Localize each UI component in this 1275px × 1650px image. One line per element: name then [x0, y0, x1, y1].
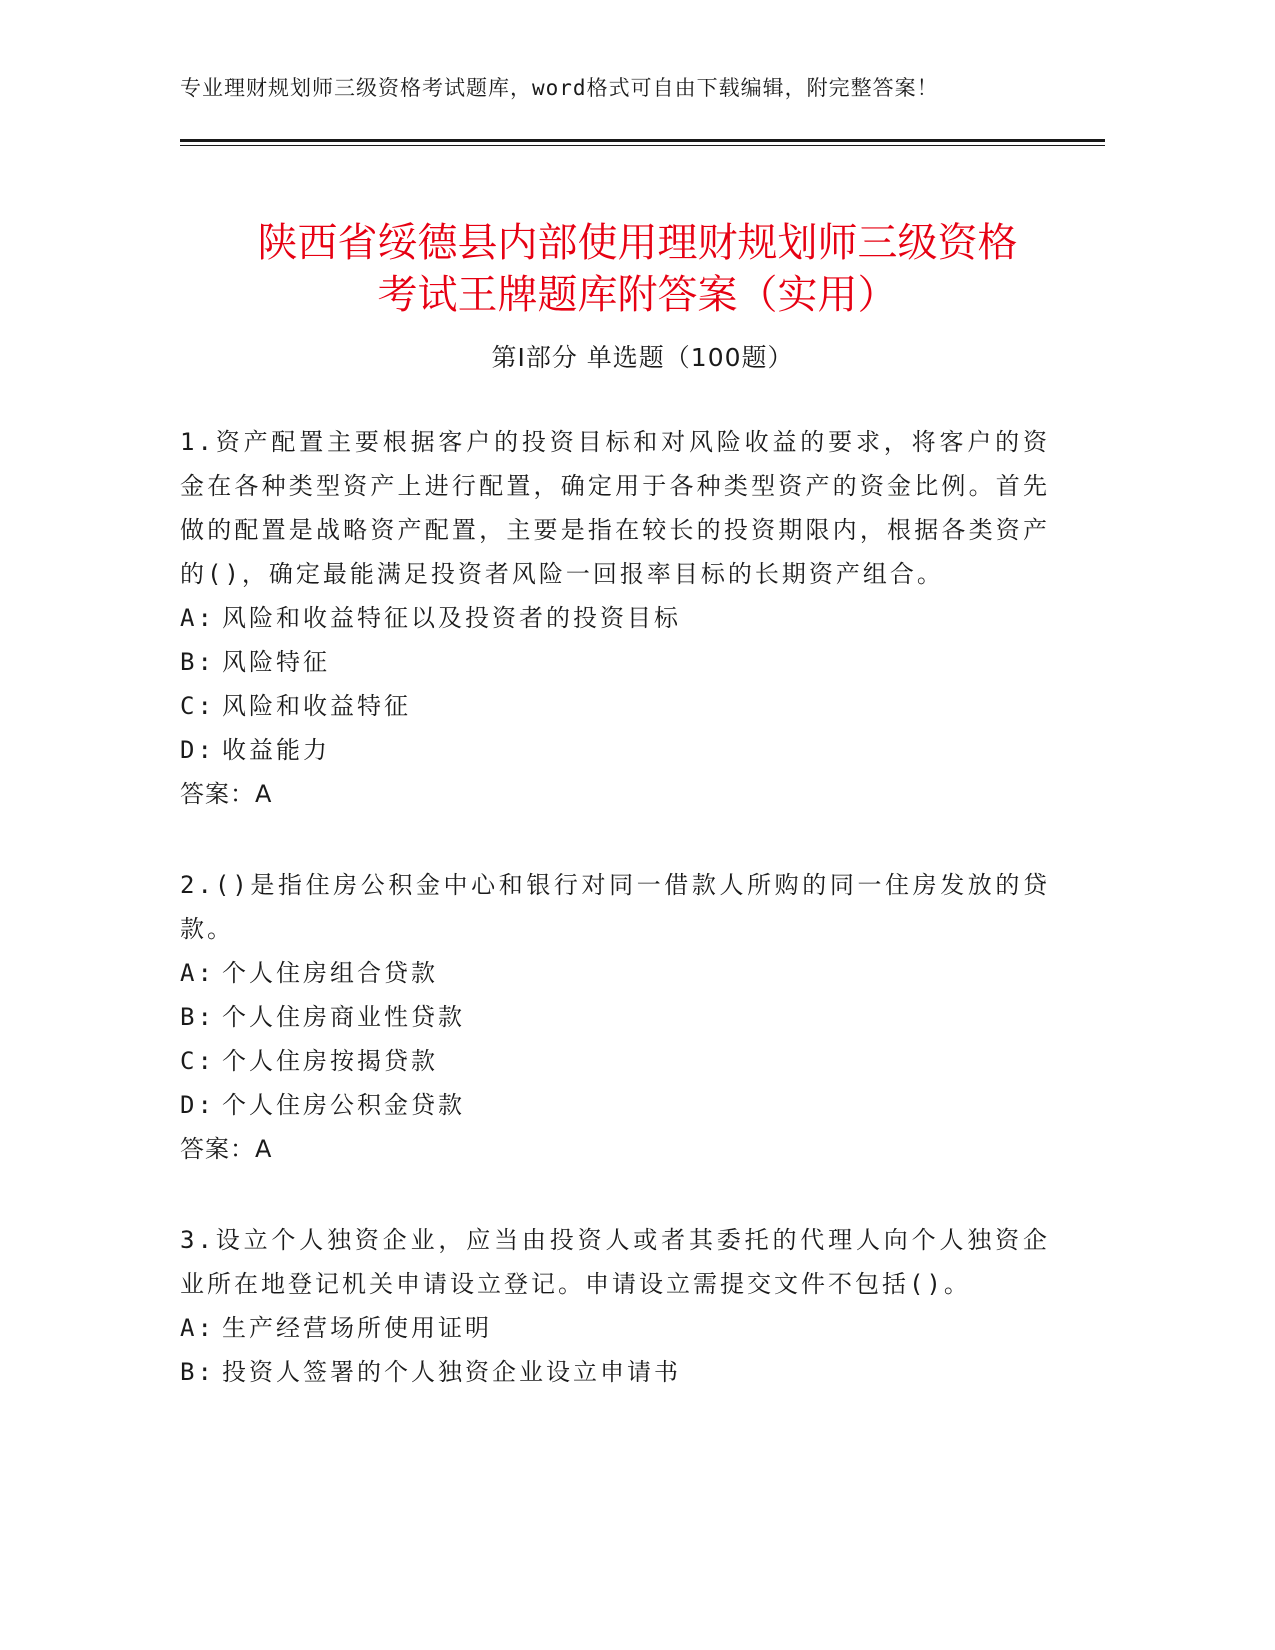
option-text: 风险和收益特征 [222, 692, 411, 720]
option-letter: C: [180, 1047, 215, 1075]
question-2 [180, 863, 1050, 1171]
answer-line: 答案：A [180, 1135, 273, 1163]
option-letter: D: [180, 736, 215, 764]
option-c [180, 1039, 1050, 1083]
option-a [180, 951, 1050, 995]
option-b [180, 995, 1050, 1039]
question-3 [180, 1218, 1050, 1394]
option-letter: B: [180, 1358, 215, 1386]
option-letter: A: [180, 604, 215, 632]
option-d [180, 1083, 1050, 1127]
option-letter: B: [180, 1003, 215, 1031]
option-text: 个人住房组合贷款 [222, 959, 438, 987]
option-text: 风险特征 [222, 648, 330, 676]
option-text: 生产经营场所使用证明 [222, 1314, 492, 1342]
option-letter: B: [180, 648, 215, 676]
option-text: 个人住房公积金贷款 [222, 1091, 465, 1119]
option-text: 风险和收益特征以及投资者的投资目标 [222, 604, 681, 632]
option-text: 个人住房按揭贷款 [222, 1047, 438, 1075]
option-a [180, 596, 1050, 640]
section-title: 第Ⅰ部分 单选题（100题） [491, 343, 794, 372]
question-1 [180, 420, 1050, 816]
option-letter: A: [180, 1314, 215, 1342]
question-list [180, 420, 1050, 1441]
answer-line: 答案：A [180, 780, 273, 808]
option-letter: D: [180, 1091, 215, 1119]
option-b [180, 1350, 1050, 1394]
option-b [180, 640, 1050, 684]
document-title-line-2: 考试王牌题库附答案（实用） [377, 271, 898, 318]
option-text: 个人住房商业性贷款 [222, 1003, 465, 1031]
option-letter: C: [180, 692, 215, 720]
question-stem: 1.资产配置主要根据客户的投资目标和对风险收益的要求，将客户的资金在各种类型资产上进行配置，确定用于各种类型资产的资金比例。首先做的配置是战略资产配置，主要是指在较长的投资期限内，根据各类资产的()，确定最能满足投资者风险一回报率目标的长期资产组合。 [180, 428, 1050, 588]
question-stem: 3.设立个人独资企业，应当由投资人或者其委托的代理人向个人独资企业所在地登记机关申请设立登记。申请设立需提交文件不包括()。 [180, 1226, 1050, 1298]
header-rule-thick [180, 139, 1105, 142]
option-text: 收益能力 [222, 736, 330, 764]
header-note: 专业理财规划师三级资格考试题库，word格式可自由下载编辑，附完整答案！ [180, 76, 939, 100]
option-letter: A: [180, 959, 215, 987]
option-d [180, 728, 1050, 772]
header-rule-thin [180, 145, 1105, 146]
question-stem: 2.()是指住房公积金中心和银行对同一借款人所购的同一住房发放的贷款。 [180, 871, 1050, 943]
document-title [150, 217, 1125, 321]
option-c [180, 684, 1050, 728]
option-text: 投资人签署的个人独资企业设立申请书 [222, 1358, 681, 1386]
option-a [180, 1306, 1050, 1350]
document-title-line-1: 陕西省绥德县内部使用理财规划师三级资格 [257, 219, 1018, 266]
